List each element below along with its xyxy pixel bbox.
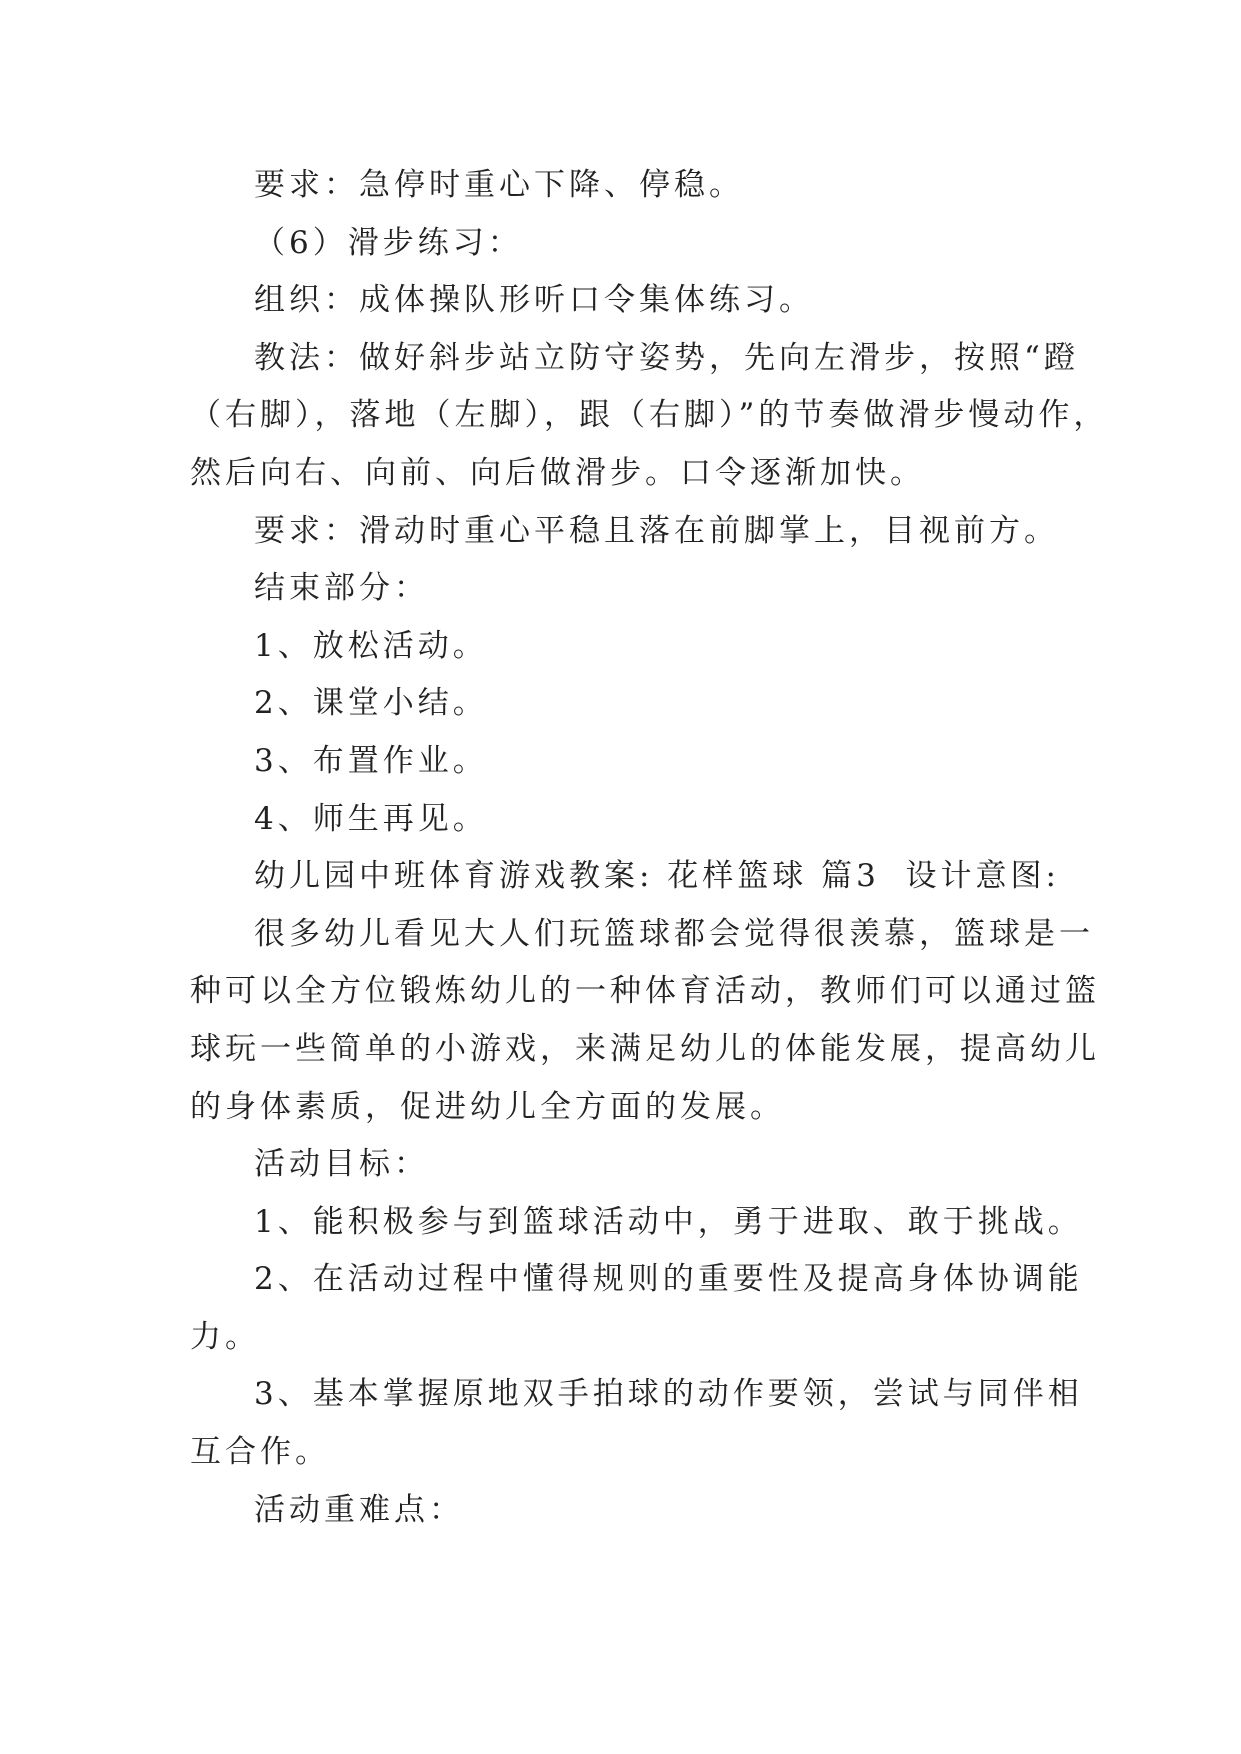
- paragraph-line: 很多幼儿看见大人们玩篮球都会觉得很羡慕，篮球是一: [254, 915, 1094, 952]
- paragraph-line: 要求：急停时重心下降、停稳。: [254, 167, 744, 203]
- paragraph-line: 组织：成体操队形听口令集体练习。: [254, 282, 814, 319]
- section-subtitle: 设计意图:: [905, 858, 1060, 895]
- section-title: 幼儿园中班体育游戏教案: 花样篮球 篇3: [254, 858, 880, 895]
- section-heading: [190, 848, 1060, 906]
- paragraph-line: 结束部分：: [254, 570, 429, 607]
- paragraph-line: 互合作。: [190, 1434, 330, 1471]
- paragraph-line: 球玩一些简单的小游戏，来满足幼儿的体能发展，提高幼儿: [190, 1030, 1100, 1067]
- list-item: 2、课堂小结。: [254, 685, 488, 722]
- paragraph-line: （右脚），落地（左脚），跟（右脚）”的节奏做滑步慢动作，: [190, 397, 1109, 434]
- paragraph-line: 教法：做好斜步站立防守姿势，先向左滑步，按照“蹬: [254, 339, 1079, 376]
- list-item: 1、能积极参与到篮球活动中，勇于进取、敢于挑战。: [254, 1203, 1083, 1240]
- paragraph-line: 的身体素质，促进幼儿全方面的发展。: [190, 1088, 785, 1125]
- paragraph-line: 活动目标：: [254, 1146, 429, 1183]
- paragraph-line: 力。: [190, 1318, 260, 1355]
- list-item: 2、在活动过程中懂得规则的重要性及提高身体协调能: [254, 1261, 1083, 1298]
- document-body: [190, 157, 1109, 1539]
- list-item: 3、布置作业。: [254, 742, 488, 779]
- paragraph-line: 活动重难点：: [254, 1491, 464, 1528]
- paragraph-line: 种可以全方位锻炼幼儿的一种体育活动，教师们可以通过篮: [190, 973, 1100, 1010]
- list-item: 4、师生再见。: [254, 800, 488, 837]
- paragraph-line: 然后向右、向前、向后做滑步。口令逐渐加快。: [190, 454, 925, 491]
- list-item: 1、放松活动。: [254, 627, 488, 664]
- paragraph-line: 要求：滑动时重心平稳且落在前脚掌上，目视前方。: [254, 512, 1059, 549]
- paragraph-line: （6）滑步练习：: [254, 224, 523, 261]
- list-item: 3、基本掌握原地双手拍球的动作要领，尝试与同伴相: [254, 1376, 1083, 1413]
